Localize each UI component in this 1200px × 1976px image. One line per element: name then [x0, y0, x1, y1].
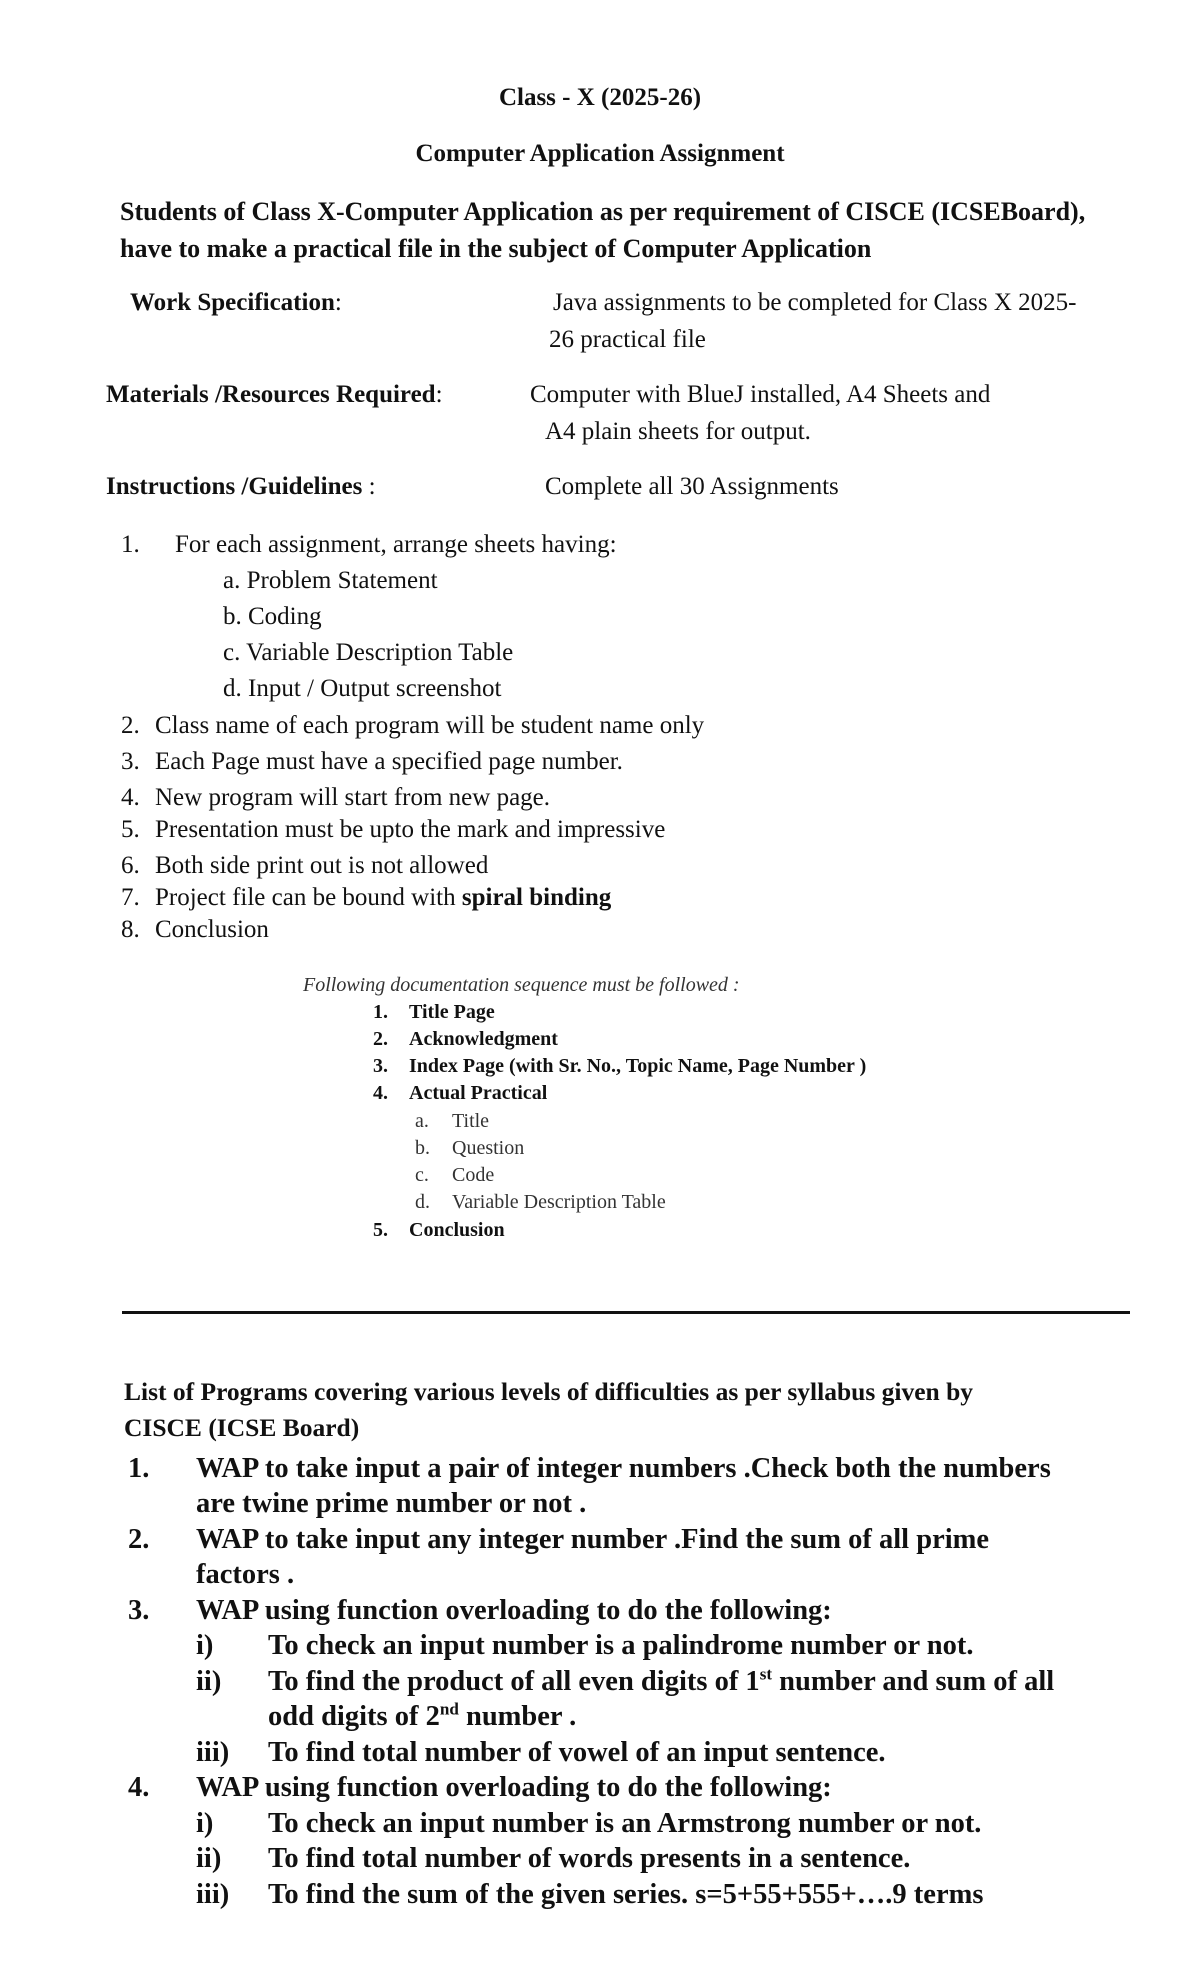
doc-sub-num-b: b.	[415, 1137, 430, 1159]
program-3-ii-num: ii)	[196, 1666, 222, 1697]
documentation-heading: Following documentation sequence must be followed :	[303, 974, 740, 996]
work-spec-value-1: Java assignments to be completed for Class X 2025-	[553, 289, 1077, 316]
doc-num-2: 2.	[373, 1028, 388, 1050]
assignment-title: Computer Application Assignment	[415, 140, 785, 167]
guideline-num-7: 7.	[121, 884, 140, 911]
guideline-num-1: 1.	[121, 531, 140, 558]
program-3-iii: To find total number of vowel of an input sentence.	[268, 1737, 886, 1768]
class-title: Class - X (2025-26)	[498, 84, 702, 111]
materials-value-1: Computer with BlueJ installed, A4 Sheets and	[530, 381, 991, 408]
program-4-ii-num: ii)	[196, 1843, 222, 1874]
doc-item-1: Title Page	[409, 1001, 495, 1023]
doc-item-4: Actual Practical	[409, 1082, 548, 1104]
program-4-line-1: WAP using function overloading to do the following:	[196, 1772, 832, 1803]
guideline-num-8: 8.	[121, 916, 140, 943]
programs-heading-2: CISCE (ICSE Board)	[124, 1413, 360, 1442]
doc-sub-num-a: a.	[415, 1110, 429, 1132]
guideline-sub-d: d. Input / Output screenshot	[223, 675, 502, 702]
guideline-num-6: 6.	[121, 852, 140, 879]
program-3-ii-line-1: To find the product of all even digits of 1st number and sum of all	[268, 1664, 1055, 1697]
doc-num-5: 5.	[373, 1219, 388, 1241]
work-spec-value-2: 26 practical file	[549, 326, 706, 353]
doc-sub-d: Variable Description Table	[452, 1191, 666, 1213]
program-3-i: To check an input number is a palindrome number or not.	[268, 1630, 974, 1661]
section-divider	[122, 1311, 1130, 1314]
doc-num-4: 4.	[373, 1082, 388, 1104]
materials-value-2: A4 plain sheets for output.	[545, 418, 811, 445]
doc-num-3: 3.	[373, 1055, 388, 1077]
doc-sub-b: Question	[452, 1137, 525, 1159]
guideline-text-4: New program will start from new page.	[155, 784, 551, 811]
guideline-text-5: Presentation must be upto the mark and impressive	[155, 816, 666, 843]
program-num-1: 1.	[128, 1453, 150, 1484]
work-spec-label: Work Specification:	[130, 289, 342, 316]
instructions-label: Instructions /Guidelines :	[106, 473, 376, 500]
guideline-num-3: 3.	[121, 748, 140, 775]
program-4-i-num: i)	[196, 1808, 214, 1839]
instructions-value: Complete all 30 Assignments	[545, 473, 839, 500]
guideline-num-4: 4.	[121, 784, 140, 811]
program-2-line-1: WAP to take input any integer number .Find the sum of all prime	[196, 1524, 990, 1555]
doc-item-3: Index Page (with Sr. No., Topic Name, Page Number )	[409, 1055, 867, 1077]
program-1-line-1: WAP to take input a pair of integer numbers .Check both the numbers	[196, 1453, 1051, 1484]
intro-line-2: have to make a practical file in the subject of Computer Application	[120, 234, 872, 263]
program-3-i-num: i)	[196, 1630, 214, 1661]
program-num-3: 3.	[128, 1595, 150, 1626]
doc-sub-num-c: c.	[415, 1164, 429, 1186]
program-4-iii: To find the sum of the given series. s=5+55+555+….9 terms	[268, 1879, 984, 1910]
program-num-2: 2.	[128, 1524, 150, 1555]
program-4-ii: To find total number of words presents in a sentence.	[268, 1843, 911, 1874]
programs-heading-1: List of Programs covering various levels of difficulties as per syllabus given by	[124, 1377, 974, 1406]
program-num-4: 4.	[128, 1772, 150, 1803]
doc-sub-a: Title	[452, 1110, 490, 1132]
doc-item-5: Conclusion	[409, 1219, 505, 1241]
program-4-i: To check an input number is an Armstrong number or not.	[268, 1808, 982, 1839]
program-3-line-1: WAP using function overloading to do the following:	[196, 1595, 832, 1626]
guideline-text-1: For each assignment, arrange sheets having:	[175, 531, 617, 558]
doc-sub-num-d: d.	[415, 1191, 430, 1213]
intro-line-1: Students of Class X-Computer Application as per requirement of CISCE (ICSEBoard),	[120, 197, 1086, 226]
guideline-text-7: Project file can be bound with spiral binding	[155, 884, 612, 911]
program-2-line-2: factors .	[196, 1559, 295, 1590]
guideline-text-6: Both side print out is not allowed	[155, 852, 489, 879]
materials-label: Materials /Resources Required:	[106, 381, 443, 408]
program-3-ii-line-2: odd digits of 2nd number .	[268, 1699, 577, 1732]
doc-num-1: 1.	[373, 1001, 388, 1023]
guideline-sub-b: b. Coding	[223, 603, 322, 630]
guideline-text-2: Class name of each program will be student name only	[155, 712, 705, 739]
guideline-sub-c: c. Variable Description Table	[223, 639, 514, 666]
doc-item-2: Acknowledgment	[409, 1028, 558, 1050]
guideline-text-8: Conclusion	[155, 916, 269, 943]
program-4-iii-num: iii)	[196, 1879, 230, 1910]
guideline-sub-a: a. Problem Statement	[223, 567, 438, 594]
doc-sub-c: Code	[452, 1164, 495, 1186]
guideline-text-3: Each Page must have a specified page number.	[155, 748, 623, 775]
guideline-num-5: 5.	[121, 816, 140, 843]
program-3-iii-num: iii)	[196, 1737, 230, 1768]
program-1-line-2: are twine prime number or not .	[196, 1488, 587, 1519]
guideline-num-2: 2.	[121, 712, 140, 739]
